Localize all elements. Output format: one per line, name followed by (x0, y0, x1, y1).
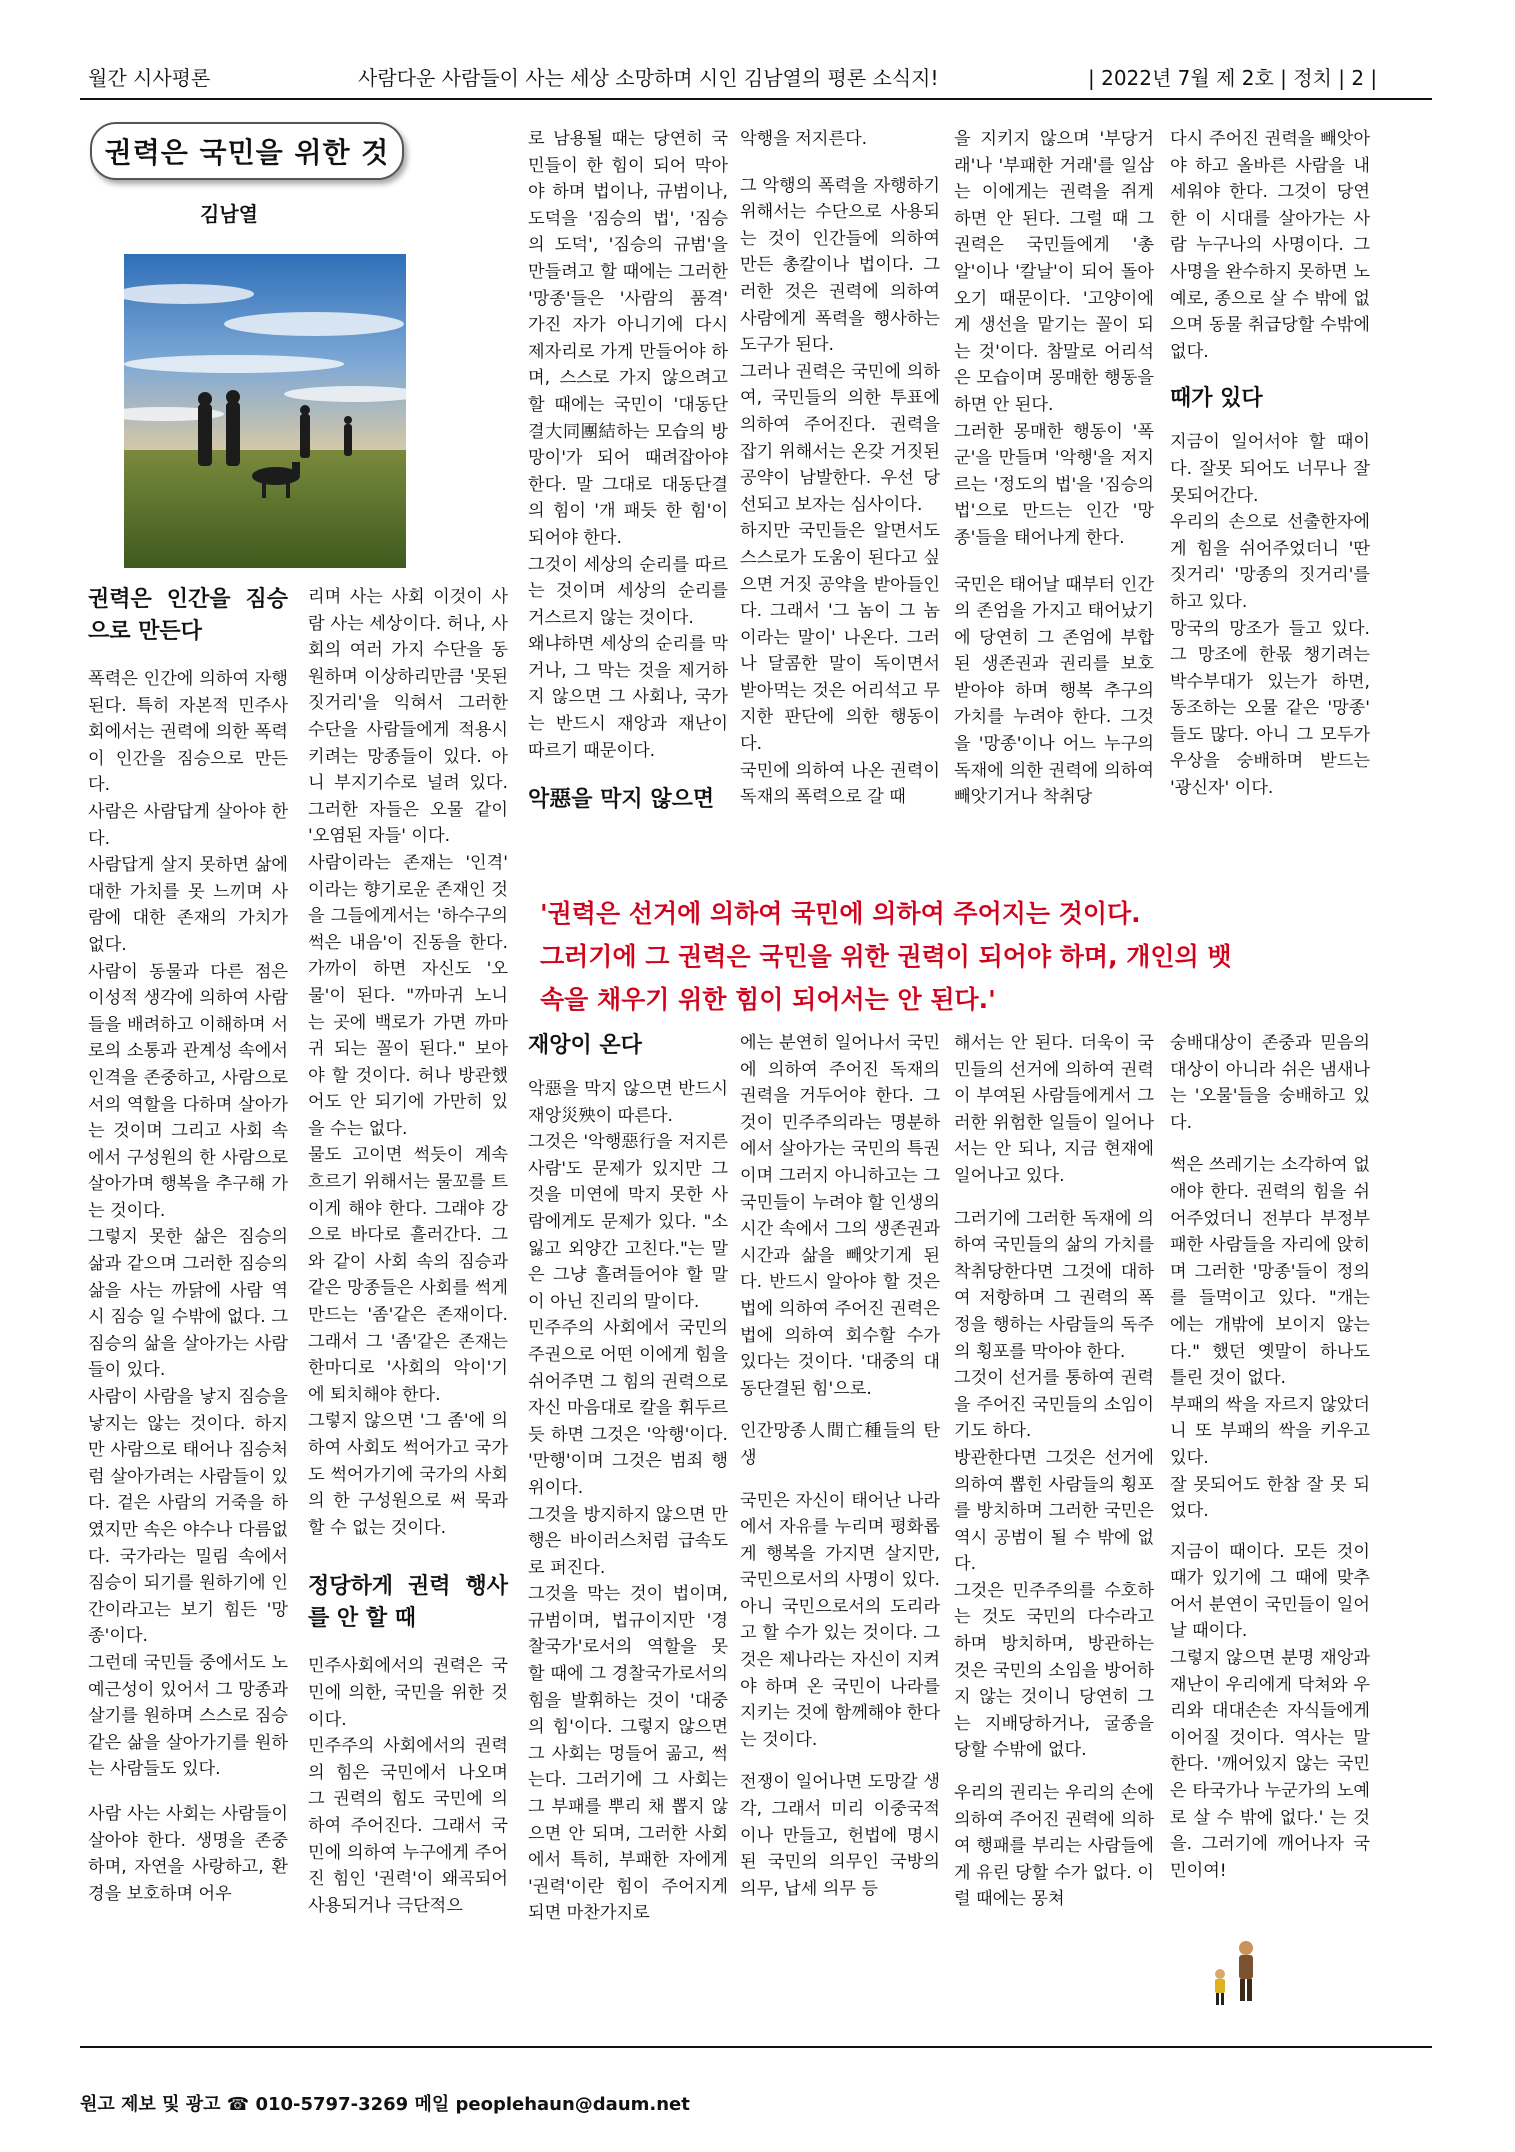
column-3-upper (528, 126, 728, 816)
section-heading: 악惡을 막지 않으면 (528, 787, 715, 813)
paragraph: 지금이 때이다. 모든 것이 때가 있기에 그 때에 맞추어서 분연이 국민들이 일어날 때이다. (1170, 1541, 1370, 1642)
paragraph: 리며 사는 사회 이것이 사람 사는 세상이다. 허나, 사회의 여러 가지 수단을 동원하며 이상하리만큼 '못된 짓거리'을 익혀서 그러한 수단을 사람들에게 적용시키려는 망종들이 있다. 아니 부지기수로 널려 있다. 그러한 자들은 오물 같이 '오염된 자들' 이다. (308, 587, 508, 847)
footer-contact: 원고 제보 및 광고 ☎ 010-5797-3269 메일 peoplehaun@daum.net (80, 2094, 690, 2115)
header-rule (80, 98, 1432, 100)
pull-quote-line: 속을 채우기 위한 힘이 되어서는 안 된다.' (540, 985, 996, 1014)
article-title: 권력은 국민을 위한 것 (90, 122, 404, 180)
paragraph: 그것은 민주주의를 수호하는 것도 국민의 다수라고 하며 방치하며, 방관하는 것은 국민의 소임을 방어하지 않는 것이니 당연히 그는 지배당하거나, 굴종을 당할 수밖에 없다. (954, 1580, 1154, 1761)
paragraph: 국민은 태어날 때부터 인간의 존엄을 가지고 태어났기에 당연히 그 존엄에 부합된 생존권과 권리를 보호 받아야 하며 행복 추구의 가치를 누려야 한다. 그것을 '망종'이나 어느 누구의 독재에 의한 권력에 의하여 빼앗기거나 착취당 (954, 574, 1154, 808)
paragraph: 그러나 권력은 국민에 의하여, 국민들의 의한 투표에 의하여 주어진다. 권력을 잡기 위해서는 온갖 거짓된 공약이 남발한다. 우선 당선되고 보자는 심사이다. (740, 361, 940, 515)
paragraph: 그렇지 않으면 '그 좀'에 의하여 사회도 썩어가고 국가도 썩어가기에 국가의 사회의 한 구성원으로 써 묵과 할 수 없는 것이다. (308, 1411, 508, 1538)
paragraph: 그러기에 그러한 독재에 의하여 국민들의 삶의 가치를 착취당한다면 그것에 대하여 저항하며 그 권력의 폭정을 행하는 사람들의 독주의 횡포를 막아야 한다. (954, 1208, 1154, 1362)
paragraph: 하지만 국민들은 알면서도 스스로가 도움이 된다고 싶으면 거짓 공약을 받아들인다. 그래서 '그 놈이 그 놈이라는 말이' 나온다. 그러나 달콤한 말이 독이면서 받아먹는 것은 어리석고 무지한 판단에 의한 행동이다. (740, 521, 940, 755)
paragraph: 방관한다면 그것은 선거에 의하여 뽑힌 사람들의 횡포를 방치하며 그러한 국민은 역시 공범이 될 수 밖에 없다. (954, 1447, 1154, 1575)
paragraph: 그 악행의 폭력을 자행하기 위해서는 수단으로 사용되는 것이 인간들에 의하여 만든 총칼이나 법이다. 그러한 것은 권력에 의하여 사람에게 폭력을 행사하는 도구가 된다. (740, 175, 940, 356)
column-2 (308, 584, 508, 1919)
paragraph: 전쟁이 일어나면 도망갈 생각, 그래서 미리 이중국적이나 만들고, 헌법에 명시된 국민의 의무인 국방의 의무, 납세 의무 등 (740, 1772, 940, 1899)
footer-rule (80, 2046, 1432, 2048)
paragraph: 폭력은 인간에 의하여 자행된다. 특히 자본적 민주사회에서는 권력에 의한 폭력이 인간을 짐승으로 만든다. (88, 669, 288, 796)
paragraph: 우리의 손으로 선출한자에게 힘을 쉬어주었더니 '딴 짓거리' '망종의 짓거리'를 하고 있다. (1170, 512, 1370, 612)
paragraph: 그것이 세상의 순리를 따르는 것이며 세상의 순리를 거스르지 않는 것이다. (528, 554, 728, 628)
clipart-figures (1208, 1938, 1268, 2010)
paragraph: 그것이 선거를 통하여 권력을 주어진 국민들의 소임이기도 하다. (954, 1368, 1154, 1442)
article-photo (124, 254, 406, 568)
paragraph: 그런데 국민들 중에서도 노예근성이 있어서 그 망종과 살기를 원하며 스스로 짐승 같은 삶을 살아가기를 원하는 사람들도 있다. (88, 1652, 288, 1780)
column-1 (88, 584, 288, 1907)
paragraph: 악행을 저지른다. (740, 129, 868, 149)
section-heading: 정당하게 권력 행사를 안 할 때 (308, 1574, 508, 1632)
column-5-upper (954, 126, 1154, 811)
paragraph: 해서는 안 된다. 더욱이 국민들의 선거에 의하여 권력이 부여된 사람들에게서 그러한 위험한 일들이 일어나서는 안 되나, 지금 현재에 일어나고 있다. (954, 1033, 1154, 1186)
header-publication: 월간 시사평론 (88, 66, 211, 90)
section-heading: 재앙이 온다 (528, 1033, 642, 1058)
paragraph: 그렇지 못한 삶은 짐승의 삶과 같으며 그러한 짐승의 삶을 사는 까닭에 사람 역시 짐승 일 수밖에 없다. 그 짐승의 삶을 살아가는 사람들이 있다. (88, 1227, 288, 1381)
pull-quote-line: 그러기에 그 권력은 국민을 위한 권력이 되어야 하며, 개인의 뱃 (540, 942, 1232, 971)
paragraph: 을 지키지 않으며 '부당거래'나 '부패한 거래'를 일삼는 이에게는 권력을 쥐게 하면 안 된다. 그럴 때 그 권력은 국민들에게 '총알'이나 '칼날'이 되어 돌아오기 때문이다. '고양이에게 생선을 맡기는 꼴이 되는 것'이다. 참말로 어리석은 모습이며 몽매한 행동을 하면 안 된다. (954, 129, 1154, 415)
paragraph: 우리의 권리는 우리의 손에 의하여 주어진 권력에 의하여 행패를 부리는 사람들에게 유린 당할 수가 없다. 이럴 때에는 몽쳐 (954, 1783, 1154, 1910)
paragraph: 숭배대상이 존중과 믿음의 대상이 아니라 쉬은 냄새나는 '오물'들을 숭배하고 있다. (1170, 1033, 1370, 1133)
paragraph: 잘 못되어도 한참 잘 못 되었다. (1170, 1474, 1370, 1522)
column-6-lower (1170, 1030, 1370, 1884)
paragraph: 국민은 자신이 태어난 나라에서 자유를 누리며 평화롭게 행복을 가지면 살지만, 국민으로서의 사명이 있다. 아니 국민으로서의 도리라고 할 수가 있는 것이다. 그것은 제나라는 자신이 지켜야 하며 온 국민이 나라를 지키는 것에 함께해야 한다는 것이다. (740, 1490, 940, 1750)
paragraph: 민주주의 사회에서 국민의 주권으로 어떤 이에게 힘을 쉬어주면 그 힘의 권력으로 자신 마음대로 칼을 휘두르듯 하면 그것은 '악행'이다. '만행'이며 그것은 범죄 행위이다. (528, 1318, 728, 1498)
column-4-lower (740, 1030, 940, 1902)
paragraph: 사람이라는 존재는 '인격' 이라는 향기로운 존재인 것을 그들에게서는 '하수구의 썩은 내음'이 진동을 한다. 가까이 하면 자신도 '오물'이 된다. "까마귀 노니는 곳에 백로가 가면 까마귀 되는 꼴이 된다." 보아야 할 것이다. 허나 방관했어도 안 되기에 가만히 있을 수는 없다. (308, 852, 508, 1139)
paragraph: 민주사회에서의 권력은 국민에 의한, 국민을 위한 것이다. (308, 1656, 508, 1730)
paragraph: 사람 사는 사회는 사람들이 살아야 한다. 생명을 존중하며, 자연을 사랑하고, 환경을 보호하며 어우 (88, 1803, 288, 1904)
paragraph: 부패의 싹을 자르지 않았더니 또 부패의 싹을 키우고 있다. (1170, 1394, 1370, 1468)
column-5-lower (954, 1030, 1154, 1913)
paragraph: 그것을 방지하지 않으면 만행은 바이러스처럼 급속도로 퍼진다. (528, 1504, 728, 1578)
paragraph: 물도 고이면 썩듯이 계속 흐르기 위해서는 물꼬를 트이게 해야 한다. 그래야 강으로 바다로 흘러간다. 그와 같이 사회 속의 짐승과 같은 망종들은 사회를 썩게 만드는 '좀'같은 존재이다. 그래서 그 '좀'같은 존재는 한마디로 '사회의 악이'기에 퇴치해야 한다. (308, 1145, 508, 1405)
paragraph: 사람이 사람을 낳지 짐승을 낳지는 않는 것이다. 하지만 사람으로 태어나 짐승처럼 살아가려는 사람들이 있다. 겉은 사람의 거죽을 하였지만 속은 야수나 다름없다. 국가라는 밀림 속에서 짐승이 되기를 원하기에 인간이라고는 보기 힘든 '망종'이다. (88, 1387, 288, 1647)
paragraph: 망국의 망조가 들고 있다. 그 망조에 한몫 챙기려는 박수부대가 있는가 하면, 동조하는 오물 같은 '망종' 들도 많다. 아니 그 모두가 우상을 숭배하며 받드는 '광신자' 이다. (1170, 618, 1370, 799)
paragraph: 그렇지 않으면 분명 재앙과 재난이 우리에게 닥쳐와 우리와 대대손손 자식들에게 이어질 것이다. 역사는 말한다. '깨어있지 않는 국민은 타국가나 누군가의 노예로 살 수 밖에 없다.' 는 것을. 그러기에 깨어나자 국민이여! (1170, 1648, 1370, 1881)
paragraph: 지금이 일어서야 할 때이다. 잘못 되어도 너무나 잘못되어간다. (1170, 432, 1370, 506)
paragraph: 민주주의 사회에서의 권력의 힘은 국민에서 나오며 그 권력의 힘도 국민에 의하여 주어진다. 그래서 국민에 의하여 누구에게 주어진 힘인 '권력'이 왜곡되어 사용되거나 극단적으 (308, 1736, 508, 1916)
subheading: 인간망종人間亡種들의 탄생 (740, 1421, 940, 1468)
column-6-upper (1170, 126, 1370, 802)
paragraph: 사람답게 살지 못하면 삶에 대한 가치를 못 느끼며 사람에 대한 존재의 가치가 없다. (88, 855, 288, 955)
article-author: 김남열 (200, 202, 258, 226)
paragraph: 썩은 쓰레기는 소각하여 없애야 한다. 권력의 힘을 쉬어주었더니 전부다 부정부패한 사람들을 자리에 앉히며 그러한 '망종'들이 정의를 들먹이고 있다. "개는 에는 개밖에 보이지 않는다." 했던 옛말이 하나도 틀린 것이 없다. (1170, 1155, 1370, 1389)
section-heading: 권력은 인간을 짐승으로 만든다 (88, 587, 288, 644)
paragraph: 왜냐하면 세상의 순리를 막거나, 그 막는 것을 제거하지 않으면 그 사회나, 국가는 반드시 재앙과 재난이 따르기 때문이다. (528, 634, 728, 761)
paragraph: 그러한 몽매한 행동이 '폭군'을 만들며 '악행'을 저지르는 '정도의 법'을 '짐승의 법'으로 만드는 인간 '망종'들을 태어나게 한다. (954, 421, 1154, 548)
section-heading: 때가 있다 (1170, 386, 1263, 412)
paragraph: 그것은 '악행惡行을 저지른 사람'도 문제가 있지만 그것을 미연에 막지 못한 사람에게도 문제가 있다. "소 잃고 외양간 고친다."는 말은 그냥 흘려들어야 할 말이 아닌 진리의 말이다. (528, 1132, 728, 1312)
paragraph: 국민에 의하여 나온 권력이 독재의 폭력으로 갈 때 (740, 760, 940, 808)
paragraph: 에는 분연히 일어나서 국민에 의하여 주어진 독재의 권력을 거두어야 한다. 그것이 민주주의라는 명분하에서 살아가는 국민의 특권이며 그러지 아니하고는 그 국민들이 누려야 할 인생의 시간 속에서 그의 생존권과 시간과 삶을 빼앗기게 된다. 반드시 알아야 할 것은 법에 의하여 주어진 권력은 법에 의하여 회수할 수가 있다는 것이다. '대중의 대동단결된 힘'으로. (740, 1033, 940, 1399)
column-3-lower (528, 1030, 728, 1927)
pull-quote-line: '권력은 선거에 의하여 국민에 의하여 주어지는 것이다. (540, 899, 1141, 928)
paragraph: 사람이 동물과 다른 점은 이성적 생각에 의하여 사람들을 배려하고 이해하며 서로의 소통과 관계성 속에서 인격을 존중하고, 사람으로서의 역할을 다하며 살아가는 것이며 그리고 사회 속에서 구성원의 한 사람으로 살아가며 행복을 추구해 가는 것이다. (88, 961, 288, 1221)
header-slogan: 사람다운 사람들이 사는 세상 소망하며 시인 김남열의 평론 소식지! (358, 66, 939, 90)
column-4-upper (740, 126, 940, 811)
paragraph: 악惡을 막지 않으면 반드시 재앙災殃이 따른다. (528, 1079, 728, 1126)
paragraph: 로 남용될 때는 당연히 국민들이 한 힘이 되어 막아야 하며 법이나, 규범이나, 도덕을 '짐승의 법', '짐승의 도덕', '짐승의 규범'을 만들려고 할 때에는 그러한 '망종'들은 '사람의 품격' 가진 자가 아니기에 다시 제자리로 가게 만들어야 하며, 스스로 가지 않으려고 할 때에는 국민이 '대동단결大同團結하는 모습의 방망이'가 되어 때려잡아야 한다. 말 그대로 대동단결의 힘이 '개 패듯 한 힘'이 되어야 한다. (528, 129, 728, 548)
paragraph: 사람은 사람답게 살아야 한다. (88, 801, 288, 849)
paragraph: 그것을 막는 것이 법이며, 규범이며, 법규이지만 '경찰국가'로서의 역할을 못 할 때에 그 경찰국가로서의 힘을 발휘하는 것이 '대중의 힘'이다. 그렇지 않으면 그 사회는 멍들어 곪고, 썩는다. 그러기에 그 사회는 그 부패를 뿌리 채 뽑지 않으면 안 되며, 그러한 사회에서 특히, 부패한 자에게 '권력'이란 힘이 주어지게 되면 마찬가지로 (528, 1584, 728, 1924)
header-issue-info: | 2022년 7월 제 2호 | 정치 | 2 | (1088, 66, 1378, 90)
paragraph: 다시 주어진 권력을 빼앗아야 하고 올바른 사람을 내세워야 한다. 그것이 당연한 이 시대를 살아가는 사람 누구나의 사명이다. 그 사명을 완수하지 못하면 노예로, 종으로 살 수 밖에 없으며 동물 취급당할 수밖에 없다. (1170, 129, 1370, 362)
pull-quote (540, 892, 1420, 1021)
